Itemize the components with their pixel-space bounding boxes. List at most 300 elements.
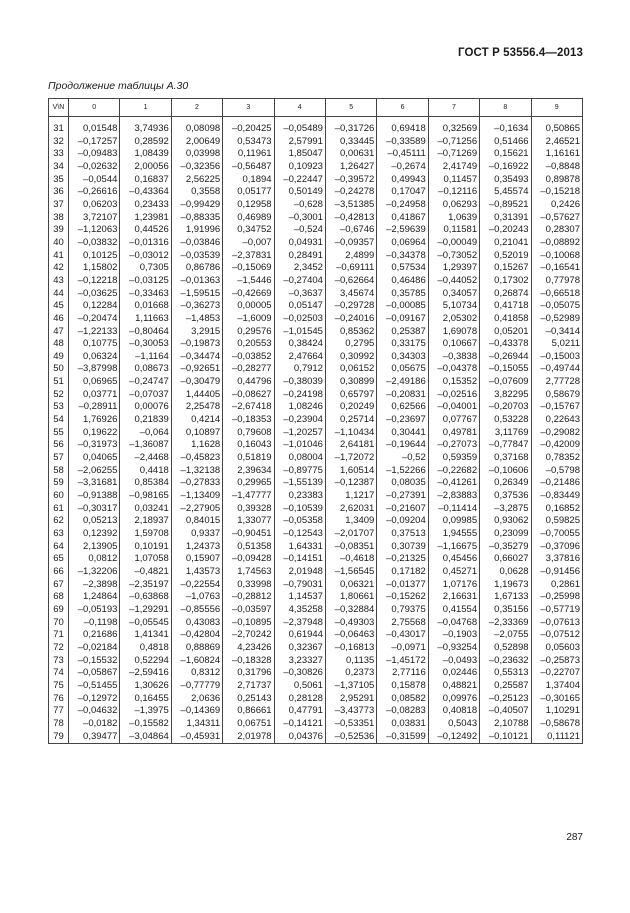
table-cell: 1,0639 [428,212,479,225]
table-cell: 0,08098 [171,123,222,136]
table-cell: –0,25998 [531,591,582,604]
table-cell: –0,03846 [171,237,222,250]
table-cell: 0,29965 [223,477,274,490]
table-cell: 1,26427 [325,161,376,174]
table-cell: –0,09357 [325,237,376,250]
table-cell: –0,03625 [69,288,120,301]
table-cell: –2,37948 [274,617,325,630]
table-cell: 3,2915 [171,326,222,339]
row-index-cell: 35 [49,174,69,187]
row-index-cell: 74 [49,667,69,680]
table-cell: 2,16631 [428,591,479,604]
table-cell: –0,37096 [531,541,582,554]
table-cell: 0,41554 [428,604,479,617]
table-cell: –0,34378 [377,250,428,263]
table-cell: –0,20243 [480,224,531,237]
header-row [49,99,583,117]
table-cell: 0,52019 [480,250,531,263]
table-cell: 0,23383 [274,490,325,503]
table-cell: 1,33077 [223,515,274,528]
table-cell: 0,16455 [120,693,171,706]
table-cell: –0,12116 [428,186,479,199]
table-cell: –0,44052 [428,275,479,288]
document-header-title: ГОСТ Р 53556.4—2013 [458,47,583,59]
table-row [49,515,583,528]
table-cell: –0,70055 [531,528,582,541]
table-cell: –0,09483 [69,148,120,161]
table-cell: –0,43364 [120,186,171,199]
table-cell: –0,08892 [531,237,582,250]
table-cell: –0,33463 [120,288,171,301]
table-cell: –0,89521 [480,199,531,212]
table-cell: –1,1164 [120,351,171,364]
table-cell: 0,06152 [325,363,376,376]
table-cell: –1,4853 [171,313,222,326]
table-cell: 0,5061 [274,680,325,693]
table-cell: 0,45456 [428,553,479,566]
table-cell: 0,09976 [428,693,479,706]
table-row [49,224,583,237]
table-cell: 3,37816 [531,553,582,566]
table-cell: –0,71269 [428,148,479,161]
table-cell: 1,59708 [120,528,171,541]
table-cell: –0,007 [223,237,274,250]
table-row [49,680,583,693]
table-cell: –0,31973 [69,439,120,452]
table-cell: 0,17182 [377,566,428,579]
table-cell: 0,05177 [223,186,274,199]
table-cell: 0,35493 [480,174,531,187]
table-cell: –0,06463 [325,629,376,642]
table-cell: 0,08004 [274,452,325,465]
table-cell: 0,7912 [274,363,325,376]
table-cell: 0,19622 [69,427,120,440]
table-cell: 0,11581 [428,224,479,237]
table-cell: 1,43573 [171,566,222,579]
table-cell: –1,01545 [274,326,325,339]
table-cell: –0,43378 [480,338,531,351]
table-cell: –3,04864 [120,731,171,744]
table-cell: –0,10606 [480,465,531,478]
table-cell: 0,66027 [480,553,531,566]
table-cell: 0,08582 [377,693,428,706]
table-cell: –0,41261 [428,477,479,490]
row-index-cell: 36 [49,186,69,199]
table-cell: 1,15802 [69,262,120,275]
row-index-cell: 33 [49,148,69,161]
table-cell: 0,1135 [325,655,376,668]
table-row [49,718,583,731]
table-cell: 0,35785 [377,288,428,301]
table-cell: 0,89878 [531,174,582,187]
table-cell: –0,08283 [377,705,428,718]
table-cell: 0,10923 [274,161,325,174]
table-row [49,148,583,161]
table-cell: 0,34303 [377,351,428,364]
table-cell: –2,0755 [480,629,531,642]
table-cell: –0,09204 [377,515,428,528]
table-cell: 1,76926 [69,414,120,427]
table-cell: –0,08351 [325,541,376,554]
row-index-cell: 46 [49,313,69,326]
table-cell: –1,12063 [69,224,120,237]
table-cell: 2,0636 [171,693,222,706]
row-index-cell: 63 [49,528,69,541]
row-index-cell: 39 [49,224,69,237]
row-index-cell: 53 [49,401,69,414]
table-cell: –1,32138 [171,465,222,478]
table-cell: –0,21607 [377,503,428,516]
table-row [49,693,583,706]
table-cell: –0,03832 [69,237,120,250]
table-cell: 0,9337 [171,528,222,541]
row-index-cell: 77 [49,705,69,718]
table-caption: Продолжение таблицы А.30 [48,80,189,92]
table-row [49,541,583,554]
table-cell: –0,03125 [120,275,171,288]
table-row [49,313,583,326]
table-cell: –0,30165 [531,693,582,706]
table-cell: –0,10895 [223,617,274,630]
table-cell: 0,46989 [223,212,274,225]
table-row [49,477,583,490]
table-cell: –0,31599 [377,731,428,744]
table-cell: 0,32367 [274,642,325,655]
table-cell: –2,35197 [120,579,171,592]
table-row [49,617,583,630]
table-row [49,731,583,744]
table-cell: 0,05675 [377,363,428,376]
table-header [49,99,583,117]
table-cell: –0,33589 [377,136,428,149]
table-cell: 0,11961 [223,148,274,161]
table-cell: –2,3898 [69,579,120,592]
table-cell: –0,17257 [69,136,120,149]
table-cell: –2,01707 [325,528,376,541]
table-cell: –0,93254 [428,642,479,655]
table-cell: –0,14151 [274,553,325,566]
table-cell: –0,20831 [377,389,428,402]
table-cell: –2,06255 [69,465,120,478]
table-cell: 0,16852 [531,503,582,516]
table-cell: –2,83883 [428,490,479,503]
table-cell: 1,07058 [120,553,171,566]
table-cell: 0,06324 [69,351,120,364]
table-cell: 0,1894 [223,174,274,187]
table-cell: 0,50865 [531,123,582,136]
table-cell: 0,15621 [480,148,531,161]
table-row [49,414,583,427]
table-cell: –0,22682 [428,465,479,478]
table-cell: 0,59359 [428,452,479,465]
table-row [49,642,583,655]
table-cell: –0,49303 [325,617,376,630]
table-cell: 0,09985 [428,515,479,528]
table-cell: 0,53473 [223,136,274,149]
table-cell: 0,00005 [223,300,274,313]
table-row [49,389,583,402]
table-cell: –0,18353 [223,414,274,427]
table-cell: –0,16922 [480,161,531,174]
page-number: 287 [566,832,583,843]
table-cell: 2,75568 [377,617,428,630]
table-cell: 0,2795 [325,338,376,351]
table-cell: 0,16837 [120,174,171,187]
table-cell: –0,73052 [428,250,479,263]
row-index-cell: 65 [49,553,69,566]
table-cell: 1,3409 [325,515,376,528]
table-cell: –0,4618 [325,553,376,566]
table-cell: 0,4818 [120,642,171,655]
table-cell: 0,8312 [171,667,222,680]
table-cell: 1,16161 [531,148,582,161]
column-header: 8 [480,99,531,117]
table-row [49,237,583,250]
row-index-cell: 51 [49,376,69,389]
table-cell: 0,49943 [377,174,428,187]
table-cell: –1,52266 [377,465,428,478]
table-cell: 0,34057 [428,288,479,301]
table-cell: 1,41341 [120,629,171,642]
table-cell: –0,23697 [377,414,428,427]
table-cell: 1,80661 [325,591,376,604]
table-cell: –0,15069 [223,262,274,275]
table-cell: –0,05193 [69,604,120,617]
row-index-cell: 68 [49,591,69,604]
table-cell: 0,37168 [480,452,531,465]
row-index-cell: 37 [49,199,69,212]
table-cell: 0,05147 [274,300,325,313]
table-cell: –0,30826 [274,667,325,680]
table-row [49,629,583,642]
table-cell: –0,21486 [531,477,582,490]
table-cell: 0,79608 [223,427,274,440]
table-cell: 0,41867 [377,212,428,225]
table-cell: –0,69111 [325,262,376,275]
table-cell: –0,11414 [428,503,479,516]
table-cell: –0,30479 [171,376,222,389]
row-index-cell: 79 [49,731,69,744]
table-cell: 0,15352 [428,376,479,389]
table-cell: 0,10125 [69,250,120,263]
row-index-cell: 72 [49,642,69,655]
row-index-cell: 75 [49,680,69,693]
table-cell: 0,45271 [428,566,479,579]
table-cell: 0,43083 [171,617,222,630]
table-cell: 2,01978 [223,731,274,744]
table-cell: –1,3975 [120,705,171,718]
row-index-cell: 73 [49,655,69,668]
table-cell: –0,05545 [120,617,171,630]
table-cell: –0,10539 [274,503,325,516]
table-cell: 2,77116 [377,667,428,680]
row-index-cell: 58 [49,465,69,478]
table-cell: 0,85362 [325,326,376,339]
table-cell: –0,08627 [223,389,274,402]
table-cell: 2,25478 [171,401,222,414]
row-index-cell: 71 [49,629,69,642]
table-cell: 0,39328 [223,503,274,516]
table-row [49,452,583,465]
row-index-cell: 43 [49,275,69,288]
table-cell: –0,00085 [377,300,428,313]
table-cell: –0,02632 [69,161,120,174]
table-cell: 0,33175 [377,338,428,351]
table-cell: 0,12284 [69,300,120,313]
table-cell: 1,85047 [274,148,325,161]
table-row [49,212,583,225]
table-cell: 0,50149 [274,186,325,199]
row-index-cell: 38 [49,212,69,225]
table-cell: –0,57627 [531,212,582,225]
table-cell: 1,11663 [120,313,171,326]
table-cell: –0,77779 [171,680,222,693]
table-row [49,363,583,376]
table-cell: 0,47791 [274,705,325,718]
row-index-cell: 78 [49,718,69,731]
table-cell: 0,2426 [531,199,582,212]
table-cell: –0,23632 [480,655,531,668]
table-cell: 1,67133 [480,591,531,604]
table-cell: –0,02184 [69,642,120,655]
table-cell: –0,15003 [531,351,582,364]
table-cell: 0,03831 [377,718,428,731]
table-cell: 2,46521 [531,136,582,149]
table-cell: 0,07767 [428,414,479,427]
table-cell: –1,60824 [171,655,222,668]
table-cell: 0,58679 [531,389,582,402]
table-cell: 0,03998 [171,148,222,161]
table-cell: –0,25873 [531,655,582,668]
table-cell: –0,45931 [171,731,222,744]
table-cell: –0,1634 [480,123,531,136]
table-cell: –0,24016 [325,313,376,326]
table-cell: 2,71737 [223,680,274,693]
table-cell: 0,17047 [377,186,428,199]
table-cell: 0,25387 [377,326,428,339]
table-cell: –0,07512 [531,629,582,642]
table-cell: 1,94555 [428,528,479,541]
table-cell: –0,56487 [223,161,274,174]
table-cell: –0,03012 [120,250,171,263]
row-index-cell: 42 [49,262,69,275]
table-cell: 0,15878 [377,680,428,693]
table-row [49,300,583,313]
table-cell: –0,14121 [274,718,325,731]
table-cell: –0,15767 [531,401,582,414]
row-index-cell: 52 [49,389,69,402]
row-index-cell: 49 [49,351,69,364]
table-cell: –1,5446 [223,275,274,288]
row-index-cell: 59 [49,477,69,490]
table-cell: 0,15267 [480,262,531,275]
table-cell: 0,53228 [480,414,531,427]
table-cell: 0,00076 [120,401,171,414]
table-cell: –0,27073 [428,439,479,452]
table-cell: –0,16813 [325,642,376,655]
table-cell: –0,6746 [325,224,376,237]
table-cell: 1,91996 [171,224,222,237]
row-index-cell: 40 [49,237,69,250]
table-cell: –0,20474 [69,313,120,326]
row-index-cell: 62 [49,515,69,528]
table-cell: –0,53351 [325,718,376,731]
table-cell: –1,10434 [325,427,376,440]
table-cell: 1,30626 [120,680,171,693]
table-cell: 1,07176 [428,579,479,592]
table-cell: 1,24373 [171,541,222,554]
table-cell: 0,29576 [223,326,274,339]
table-cell: 0,44526 [120,224,171,237]
table-cell: 0,10897 [171,427,222,440]
table-cell: 0,21041 [480,237,531,250]
table-cell: 0,2861 [531,579,582,592]
table-cell: –0,03597 [223,604,274,617]
table-cell: –2,4468 [120,452,171,465]
table-cell: 0,12392 [69,528,120,541]
table-cell: –0,22554 [171,579,222,592]
table-cell: 0,25587 [480,680,531,693]
table-cell: –0,27404 [274,275,325,288]
table-cell: –0,20703 [480,401,531,414]
table-cell: –0,01363 [171,275,222,288]
table-cell: 0,08035 [377,477,428,490]
table-cell: 0,08673 [120,363,171,376]
table-cell: 2,18937 [120,515,171,528]
table-cell: –0,52536 [325,731,376,744]
table-cell: 0,11457 [428,174,479,187]
table-cell: –0,2674 [377,161,428,174]
table-cell: –0,42669 [223,288,274,301]
row-index-cell: 55 [49,427,69,440]
table-cell: 5,10734 [428,300,479,313]
table-cell: 0,85384 [120,477,171,490]
table-cell: 0,31391 [480,212,531,225]
table-cell: –0,42813 [325,212,376,225]
table-cell: 0,33998 [223,579,274,592]
table-row [49,326,583,339]
table-cell: 0,04065 [69,452,120,465]
table-cell: –0,10121 [480,731,531,744]
table-cell: –0,01316 [120,237,171,250]
table-cell: –0,28812 [223,591,274,604]
table-row [49,401,583,414]
table-cell: –0,52 [377,452,428,465]
table-cell: 0,20249 [325,401,376,414]
table-cell: 0,44796 [223,376,274,389]
table-cell: –1,37105 [325,680,376,693]
row-index-cell: 32 [49,136,69,149]
column-header: 3 [223,99,274,117]
table-cell: 0,04376 [274,731,325,744]
table-cell: –0,77847 [480,439,531,452]
table-cell: –0,07037 [120,389,171,402]
row-index-cell: 48 [49,338,69,351]
table-cell: –0,30317 [69,503,120,516]
table-cell: –2,37831 [223,250,274,263]
table-cell: –0,66518 [531,288,582,301]
row-index-cell: 34 [49,161,69,174]
table-cell: –0,92651 [171,363,222,376]
table-cell: 0,00631 [325,148,376,161]
table-cell: 1,23981 [120,212,171,225]
table-cell: –2,59639 [377,224,428,237]
table-cell: –0,42009 [531,439,582,452]
table-cell: 0,4214 [171,414,222,427]
table-cell: 0,84015 [171,515,222,528]
table-cell: –0,90451 [223,528,274,541]
table-cell: –0,07613 [531,617,582,630]
